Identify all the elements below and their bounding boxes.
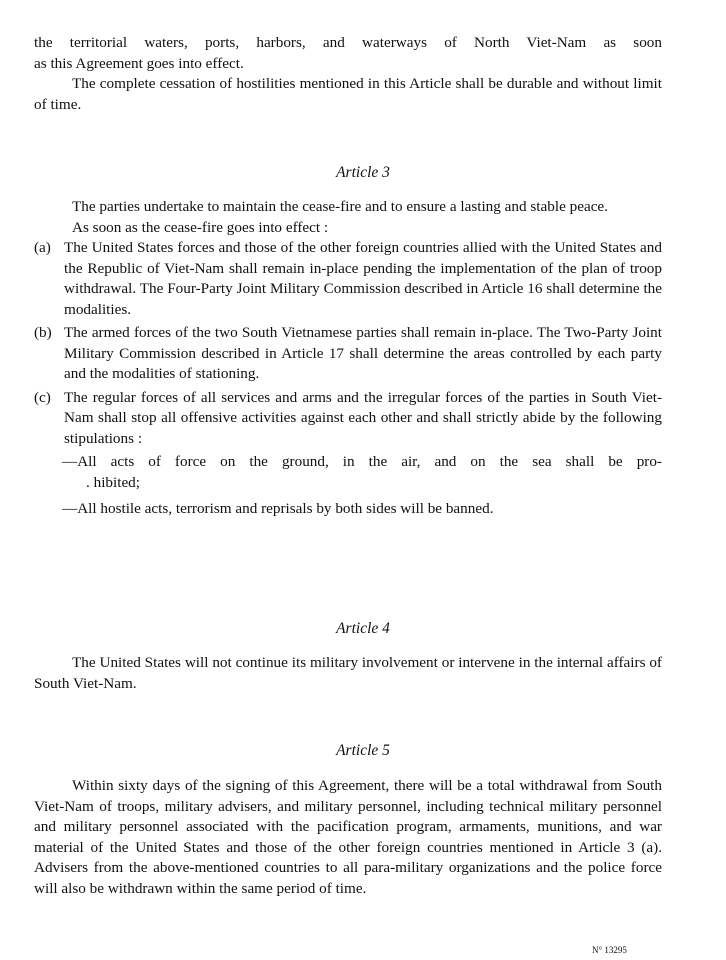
stipulation-2 xyxy=(34,499,662,520)
item-text: The United States forces and those of the other foreign countries allied with the United States and the Republic of Viet-Nam shall remain in-place pending the implementation of the plan of troop withdrawal. The Four-Party Joint Military Commission described in Article 16 shall determine the modalities. xyxy=(64,239,662,318)
item-label: (b) xyxy=(34,324,52,341)
article-5-paragraph: Within sixty days of the signing of this Agreement, there will be a total withdrawal from South Viet-Nam of troops, military advisers, and military personnel, including technical military personnel and military personnel associated with the pacification program, armaments, munitions, and war material of the United States and those of the other foreign countries mentioned in Article 3 (a). Advisers from the above-mentioned countries to all para-military organizations and the police force will also be withdrawn within the same period of time. xyxy=(34,777,662,897)
article-3-paragraph-1: The parties undertake to maintain the cease-fire and to ensure a lasting and stable peace. xyxy=(72,198,608,215)
article-3-item-c xyxy=(34,388,662,450)
article-3-item-a xyxy=(34,238,662,320)
article-4-heading: Article 4 xyxy=(336,620,390,637)
document-number: N° 13295 xyxy=(592,945,627,955)
stipulation-1-line-2: . hibited; xyxy=(86,473,140,491)
article-3-item-b xyxy=(34,323,662,385)
item-label: (c) xyxy=(34,388,51,406)
stipulation-1 xyxy=(34,452,662,493)
article-4-paragraph: The United States will not continue its military involvement or intervene in the internal affairs of South Viet-Nam. xyxy=(34,654,662,692)
article-4-body xyxy=(34,653,662,694)
article-3-paragraph-2: As soon as the cease-fire goes into effect : xyxy=(72,218,329,236)
item-text: The armed forces of the two South Vietnamese parties shall remain in-place. The Two-Party Joint Military Commission described in Article 17 shall determine the areas controlled by each party and the modalities of stationing. xyxy=(64,324,662,382)
item-text: The regular forces of all services and arms and the irregular forces of the parties in South Viet-Nam shall stop all offensive activities against each other and shall strictly abide by the following stipulations : xyxy=(64,388,662,447)
article-3-heading: Article 3 xyxy=(336,164,390,181)
stipulation-1-line-1: —All acts of force on the ground, in the air, and on the sea shall be pro- xyxy=(62,453,662,470)
intro-paragraph-2: The complete cessation of hostilities mentioned in this Article shall be durable and without limit of time. xyxy=(34,75,662,113)
intro-line-2: as this Agreement goes into effect. xyxy=(34,54,244,72)
intro-line-1: the territorial waters, ports, harbors, and waterways of North Viet-Nam as soon xyxy=(34,34,662,51)
stipulation-2-text: —All hostile acts, terrorism and reprisals by both sides will be banned. xyxy=(62,500,494,517)
article-5-heading: Article 5 xyxy=(336,742,390,759)
article-3-body xyxy=(34,197,662,520)
intro-section xyxy=(34,33,662,115)
article-5-body xyxy=(34,776,662,899)
item-label: (a) xyxy=(34,239,51,256)
